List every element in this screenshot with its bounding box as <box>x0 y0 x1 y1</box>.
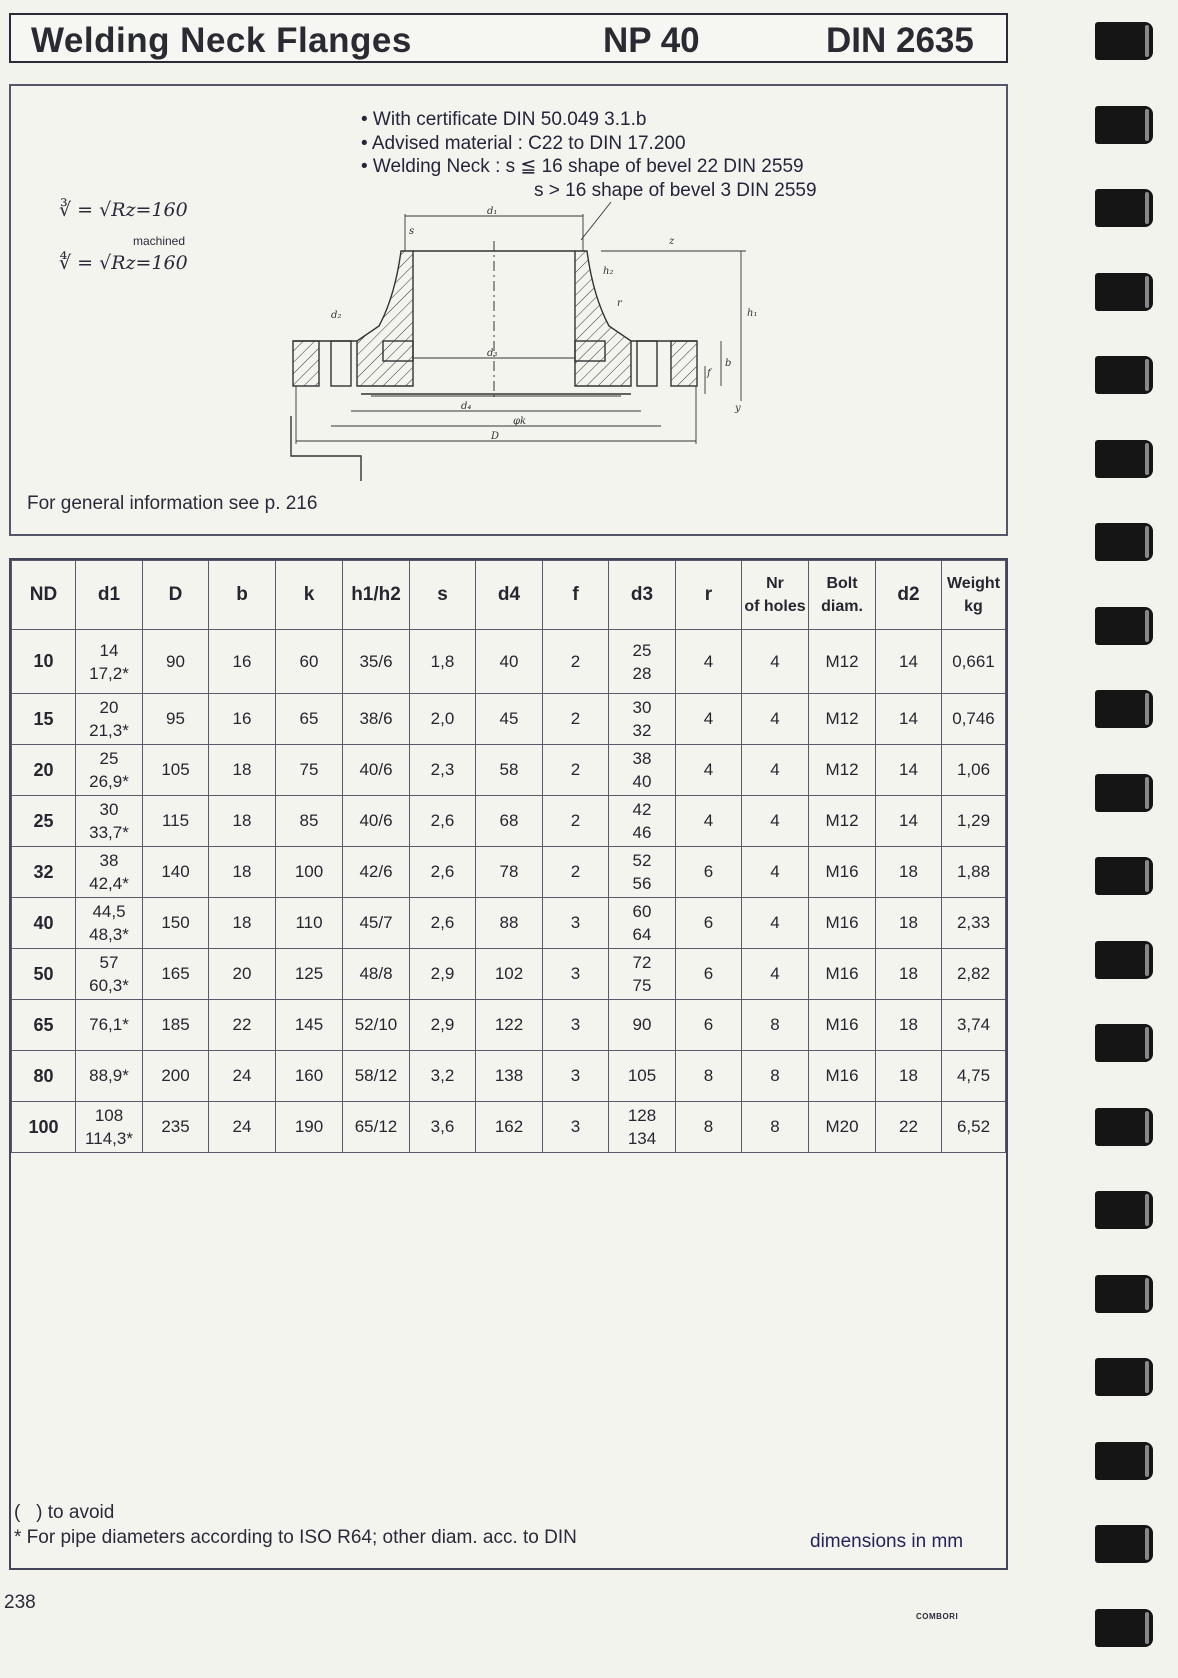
table-cell: 22 <box>209 1000 276 1051</box>
page-title: Welding Neck Flanges <box>31 21 412 60</box>
table-cell: 25 28 <box>609 630 676 694</box>
table-cell: 57 60,3* <box>76 949 143 1000</box>
table-cell: 3 <box>543 1102 609 1153</box>
table-cell: M12 <box>809 694 876 745</box>
table-cell: 20 <box>12 745 76 796</box>
table-cell: M12 <box>809 745 876 796</box>
page-header <box>9 13 1008 63</box>
binding-ring <box>1095 1609 1153 1647</box>
table-cell: 100 <box>12 1102 76 1153</box>
column-header: h1/h2 <box>343 561 410 630</box>
table-cell: 102 <box>476 949 543 1000</box>
table-cell: 90 <box>609 1000 676 1051</box>
table-cell: 40/6 <box>343 745 410 796</box>
roughness-symbol: ∛ = √Rz=160 <box>59 199 188 221</box>
table-cell: 235 <box>143 1102 209 1153</box>
table-cell: 3 <box>543 898 609 949</box>
table-cell: 40 <box>476 630 543 694</box>
table-cell: 8 <box>676 1102 742 1153</box>
avoid-note: ( ) to avoid <box>14 1502 115 1523</box>
table-cell: 24 <box>209 1102 276 1153</box>
table-cell: M12 <box>809 630 876 694</box>
table-cell: 4 <box>676 796 742 847</box>
label-b: b <box>725 358 732 369</box>
table-cell: 4 <box>742 898 809 949</box>
binding-ring <box>1095 440 1153 478</box>
binding-ring <box>1095 22 1153 60</box>
table-cell: 3,6 <box>410 1102 476 1153</box>
label-s: s <box>409 226 415 237</box>
table-cell: 2 <box>543 694 609 745</box>
table-cell: 145 <box>276 1000 343 1051</box>
table-cell: 18 <box>209 745 276 796</box>
general-info-note: For general information see p. 216 <box>27 493 318 514</box>
binding-ring <box>1095 356 1153 394</box>
table-cell: 78 <box>476 847 543 898</box>
column-header: d2 <box>876 561 942 630</box>
table-cell: 140 <box>143 847 209 898</box>
table-cell: 2,6 <box>410 898 476 949</box>
table-cell: 68 <box>476 796 543 847</box>
label-h2: h₂ <box>603 266 614 277</box>
table-cell: 4 <box>742 949 809 1000</box>
table-cell: 16 <box>209 630 276 694</box>
label-k: φk <box>513 416 527 427</box>
table-cell: 1,06 <box>942 745 1006 796</box>
column-header: d3 <box>609 561 676 630</box>
table-cell: 105 <box>143 745 209 796</box>
table-header-row <box>12 561 1006 630</box>
table-cell: 42 46 <box>609 796 676 847</box>
table-cell: 2,9 <box>410 949 476 1000</box>
table-cell: 1,88 <box>942 847 1006 898</box>
table-cell: 38 40 <box>609 745 676 796</box>
units-note: dimensions in mm <box>810 1531 964 1552</box>
table-cell: 4 <box>742 694 809 745</box>
column-header: Bolt diam. <box>809 561 876 630</box>
table-cell: 3 <box>543 949 609 1000</box>
table-cell: 14 17,2* <box>76 630 143 694</box>
table-cell: M20 <box>809 1102 876 1153</box>
table-cell: 14 <box>876 745 942 796</box>
table-cell: 14 <box>876 796 942 847</box>
table-cell: 150 <box>143 898 209 949</box>
binding-ring <box>1095 857 1153 895</box>
binding-ring <box>1095 941 1153 979</box>
table-cell: 200 <box>143 1051 209 1102</box>
column-header: f <box>543 561 609 630</box>
table-cell: 18 <box>209 796 276 847</box>
table-cell: 2,3 <box>410 745 476 796</box>
table-cell: 100 <box>276 847 343 898</box>
spec-bullet: • With certificate DIN 50.049 3.1.b <box>361 109 647 130</box>
column-header: D <box>143 561 209 630</box>
table-cell: 18 <box>876 949 942 1000</box>
spec-bullet: • Welding Neck : s ≦ 16 shape of bevel 22 DIN 2559 <box>361 156 804 177</box>
column-header: d1 <box>76 561 143 630</box>
brand-logo: COMBORI <box>916 1612 959 1621</box>
table-cell: 0,661 <box>942 630 1006 694</box>
table-row <box>12 630 1006 694</box>
table-cell: 14 <box>876 630 942 694</box>
flange-cross-section-drawing <box>291 206 758 466</box>
table-cell: 72 75 <box>609 949 676 1000</box>
table-cell: 4 <box>676 745 742 796</box>
table-cell: 18 <box>876 1051 942 1102</box>
table-row <box>12 694 1006 745</box>
standard-label: DIN 2635 <box>826 21 974 60</box>
table-cell: 4 <box>742 745 809 796</box>
table-cell: 20 21,3* <box>76 694 143 745</box>
table-cell: 76,1* <box>76 1000 143 1051</box>
table-cell: 38/6 <box>343 694 410 745</box>
table-row <box>12 1102 1006 1153</box>
binding-ring <box>1095 1358 1153 1396</box>
table-cell: 88 <box>476 898 543 949</box>
label-d3: d₃ <box>487 348 498 359</box>
table-cell: 3,74 <box>942 1000 1006 1051</box>
table-cell: 18 <box>876 898 942 949</box>
table-cell: 8 <box>676 1051 742 1102</box>
table-cell: 0,746 <box>942 694 1006 745</box>
table-cell: 60 64 <box>609 898 676 949</box>
table-cell: 1,8 <box>410 630 476 694</box>
table-cell: 30 33,7* <box>76 796 143 847</box>
table-cell: 6 <box>676 949 742 1000</box>
table-cell: 10 <box>12 630 76 694</box>
table-cell: 18 <box>209 847 276 898</box>
table-cell: 108 114,3* <box>76 1102 143 1153</box>
table-row <box>12 796 1006 847</box>
table-cell: 40 <box>12 898 76 949</box>
column-header: d4 <box>476 561 543 630</box>
table-cell: 2 <box>543 745 609 796</box>
table-cell: 2,0 <box>410 694 476 745</box>
table-cell: 165 <box>143 949 209 1000</box>
table-cell: 122 <box>476 1000 543 1051</box>
table-cell: 44,5 48,3* <box>76 898 143 949</box>
table-cell: 50 <box>12 949 76 1000</box>
table-cell: 2 <box>543 796 609 847</box>
table-row <box>12 1051 1006 1102</box>
binding-ring <box>1095 1024 1153 1062</box>
label-z: z <box>669 236 675 247</box>
label-d1: d₁ <box>487 206 498 217</box>
binding-ring <box>1095 1442 1153 1480</box>
machined-label: machined <box>133 234 186 248</box>
table-cell: 85 <box>276 796 343 847</box>
spec-bullets <box>361 108 817 202</box>
table-cell: 90 <box>143 630 209 694</box>
column-header: r <box>676 561 742 630</box>
column-header: s <box>410 561 476 630</box>
table-cell: 60 <box>276 630 343 694</box>
table-cell: 95 <box>143 694 209 745</box>
table-cell: 2,82 <box>942 949 1006 1000</box>
table-cell: 18 <box>876 847 942 898</box>
table-cell: 48/8 <box>343 949 410 1000</box>
table-row <box>12 1000 1006 1051</box>
table-cell: 65 <box>12 1000 76 1051</box>
table-cell: 4 <box>676 694 742 745</box>
table-cell: 1,29 <box>942 796 1006 847</box>
binding-ring <box>1095 106 1153 144</box>
table-cell: 20 <box>209 949 276 1000</box>
table-cell: 4 <box>676 630 742 694</box>
table-cell: 75 <box>276 745 343 796</box>
table-cell: M16 <box>809 898 876 949</box>
spec-bullet: s > 16 shape of bevel 3 DIN 2559 <box>534 179 817 201</box>
table-cell: 38 42,4* <box>76 847 143 898</box>
table-cell: 45 <box>476 694 543 745</box>
table-cell: 4 <box>742 847 809 898</box>
table-cell: 35/6 <box>343 630 410 694</box>
label-f: f <box>707 368 711 379</box>
table-cell: 65 <box>276 694 343 745</box>
table-cell: 58/12 <box>343 1051 410 1102</box>
table-cell: 3 <box>543 1000 609 1051</box>
table-cell: 3 <box>543 1051 609 1102</box>
table-cell: 128 134 <box>609 1102 676 1153</box>
binding-ring <box>1095 1525 1153 1563</box>
roughness-symbol-machined: ∜ = √Rz=160 <box>59 252 188 274</box>
table-cell: 4 <box>742 796 809 847</box>
table-cell: 138 <box>476 1051 543 1102</box>
table-cell: M16 <box>809 1000 876 1051</box>
binding-ring <box>1095 1191 1153 1229</box>
table-cell: 8 <box>742 1000 809 1051</box>
table-cell: 18 <box>209 898 276 949</box>
table-cell: 42/6 <box>343 847 410 898</box>
binding-ring <box>1095 1275 1153 1313</box>
table-cell: 52/10 <box>343 1000 410 1051</box>
table-cell: 6 <box>676 847 742 898</box>
table-cell: 8 <box>742 1051 809 1102</box>
table-cell: 160 <box>276 1051 343 1102</box>
table-cell: 22 <box>876 1102 942 1153</box>
table-cell: 105 <box>609 1051 676 1102</box>
binding-ring <box>1095 690 1153 728</box>
label-d2: d₂ <box>331 310 342 321</box>
table-cell: M16 <box>809 1051 876 1102</box>
table-cell: 162 <box>476 1102 543 1153</box>
table-row <box>12 847 1006 898</box>
table-cell: 2,33 <box>942 898 1006 949</box>
table-cell: 125 <box>276 949 343 1000</box>
table-cell: 32 <box>12 847 76 898</box>
table-cell: 52 56 <box>609 847 676 898</box>
table-cell: 6 <box>676 1000 742 1051</box>
table-cell: M16 <box>809 847 876 898</box>
table-cell: 40/6 <box>343 796 410 847</box>
binding-ring <box>1095 273 1153 311</box>
table-cell: 110 <box>276 898 343 949</box>
table-cell: 16 <box>209 694 276 745</box>
table-cell: 25 <box>12 796 76 847</box>
table-cell: 65/12 <box>343 1102 410 1153</box>
table-cell: 80 <box>12 1051 76 1102</box>
table-cell: 58 <box>476 745 543 796</box>
table-cell: 3,2 <box>410 1051 476 1102</box>
binding-ring <box>1095 1108 1153 1146</box>
dimension-table <box>11 560 1006 1153</box>
column-header: Weight kg <box>942 561 1006 630</box>
table-cell: 25 26,9* <box>76 745 143 796</box>
label-y: y <box>735 403 741 414</box>
column-header: b <box>209 561 276 630</box>
table-cell: 4,75 <box>942 1051 1006 1102</box>
table-cell: 24 <box>209 1051 276 1102</box>
label-r: r <box>617 298 622 309</box>
page-number: 238 <box>4 1592 36 1613</box>
table-cell: 30 32 <box>609 694 676 745</box>
binding-ring <box>1095 523 1153 561</box>
pressure-rating: NP 40 <box>603 21 700 60</box>
label-D: D <box>491 431 500 442</box>
pipe-diameter-note: * For pipe diameters according to ISO R64; other diam. acc. to DIN <box>14 1527 577 1548</box>
table-row <box>12 745 1006 796</box>
binding-ring <box>1095 189 1153 227</box>
table-cell: 2,9 <box>410 1000 476 1051</box>
table-cell: 6,52 <box>942 1102 1006 1153</box>
table-cell: M16 <box>809 949 876 1000</box>
spiral-binding <box>1095 0 1178 1678</box>
table-cell: 45/7 <box>343 898 410 949</box>
table-cell: 8 <box>742 1102 809 1153</box>
table-row <box>12 949 1006 1000</box>
column-header: Nr of holes <box>742 561 809 630</box>
table-cell: 2 <box>543 847 609 898</box>
dimension-table-frame <box>9 558 1008 1570</box>
label-h1: h₁ <box>747 308 758 319</box>
spec-box <box>9 84 1008 536</box>
table-cell: 4 <box>742 630 809 694</box>
table-cell: 190 <box>276 1102 343 1153</box>
table-row <box>12 898 1006 949</box>
table-cell: 2,6 <box>410 847 476 898</box>
table-cell: 115 <box>143 796 209 847</box>
table-cell: M12 <box>809 796 876 847</box>
table-cell: 6 <box>676 898 742 949</box>
label-d4: d₄ <box>461 401 472 412</box>
table-cell: 14 <box>876 694 942 745</box>
spec-bullet: • Advised material : C22 to DIN 17.200 <box>361 132 686 154</box>
binding-ring <box>1095 774 1153 812</box>
table-cell: 2,6 <box>410 796 476 847</box>
table-cell: 88,9* <box>76 1051 143 1102</box>
column-header: k <box>276 561 343 630</box>
table-cell: 2 <box>543 630 609 694</box>
column-header: ND <box>12 561 76 630</box>
table-cell: 185 <box>143 1000 209 1051</box>
table-cell: 18 <box>876 1000 942 1051</box>
table-cell: 15 <box>12 694 76 745</box>
binding-ring <box>1095 607 1153 645</box>
